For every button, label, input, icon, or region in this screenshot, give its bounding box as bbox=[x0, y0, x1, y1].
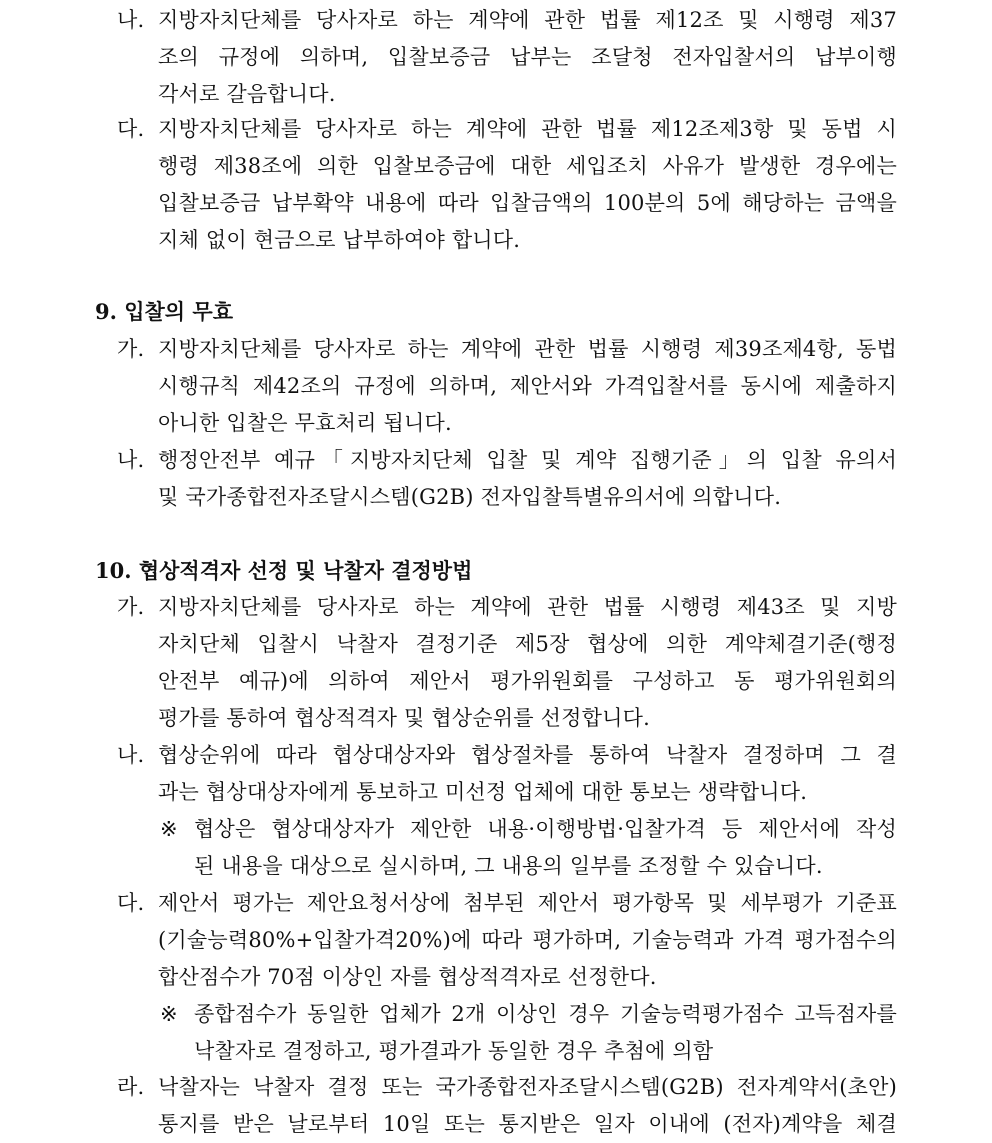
item-marker: 가. bbox=[117, 595, 145, 619]
item-marker: 나. bbox=[117, 448, 145, 472]
text-line: 각서로 갈음합니다. bbox=[158, 82, 336, 106]
text-line: 종합점수가 동일한 업체가 2개 이상인 경우 기술능력평가점수 고득점자를 bbox=[194, 1002, 897, 1026]
text-line: 자치단체 입찰시 낙찰자 결정기준 제5장 협상에 의한 계약체결기준(행정 bbox=[158, 632, 897, 656]
text-line: 행령 제38조에 의한 입찰보증금에 대한 세입조치 사유가 발생한 경우에는 bbox=[158, 154, 897, 178]
text-line: 낙찰자로 결정하고, 평가결과가 동일한 경우 추첨에 의함 bbox=[194, 1039, 714, 1063]
text-line: 지방자치단체를 당사자로 하는 계약에 관한 법률 시행령 제43조 및 지방 bbox=[158, 595, 897, 619]
sec8-item-da bbox=[117, 111, 897, 259]
sec8-item-na bbox=[117, 2, 897, 113]
text-line: 지방자치단체를 당사자로 하는 계약에 관한 법률 시행령 제39조제4항, 동법 bbox=[158, 337, 897, 361]
text-line: 합산점수가 70점 이상인 자를 협상적격자로 선정한다. bbox=[158, 965, 657, 989]
sec10-item-na bbox=[117, 737, 897, 811]
text-line: 시행규칙 제42조의 규정에 의하며, 제안서와 가격입찰서를 동시에 제출하지 bbox=[158, 374, 897, 398]
sec10-na-note bbox=[160, 811, 897, 885]
item-marker: 다. bbox=[117, 891, 145, 915]
text-line: 낙찰자는 낙찰자 결정 또는 국가종합전자조달시스템(G2B) 전자계약서(초안) bbox=[158, 1075, 897, 1099]
text-line: 된 내용을 대상으로 실시하며, 그 내용의 일부를 조정할 수 있습니다. bbox=[194, 854, 823, 878]
sec10-item-da bbox=[117, 885, 897, 996]
text-line: 협상은 협상대상자가 제안한 내용·이행방법·입찰가격 등 제안서에 작성 bbox=[194, 817, 897, 841]
item-marker: 다. bbox=[117, 117, 145, 141]
item-marker: 나. bbox=[117, 8, 145, 32]
item-marker: 가. bbox=[117, 337, 145, 361]
item-marker: 나. bbox=[117, 743, 145, 767]
text-line: 및 국가종합전자조달시스템(G2B) 전자입찰특별유의서에 의합니다. bbox=[158, 485, 782, 509]
text-line: 지체 없이 현금으로 납부하여야 합니다. bbox=[158, 228, 521, 252]
text-line: 과는 협상대상자에게 통보하고 미선정 업체에 대한 통보는 생략합니다. bbox=[158, 780, 808, 804]
text-line: 아니한 입찰은 무효처리 됩니다. bbox=[158, 411, 452, 435]
text-line: 지방자치단체를 당사자로 하는 계약에 관한 법률 제12조제3항 및 동법 시 bbox=[158, 117, 897, 141]
text-line: 통지를 받은 날로부터 10일 또는 통지받은 일자 이내에 (전자)계약을 체결 bbox=[158, 1112, 898, 1136]
text-line: 입찰보증금 납부확약 내용에 따라 입찰금액의 100분의 5에 해당하는 금액을 bbox=[158, 191, 897, 215]
text-line: 평가를 통하여 협상적격자 및 협상순위를 선정합니다. bbox=[158, 706, 650, 730]
note-marker: ※ bbox=[160, 1002, 178, 1026]
text-line: 조의 규정에 의하며, 입찰보증금 납부는 조달청 전자입찰서의 납부이행 bbox=[158, 45, 897, 69]
section-heading-10: 10. 협상적격자 선정 및 낙찰자 결정방법 bbox=[95, 558, 473, 583]
note-marker: ※ bbox=[160, 817, 178, 841]
text-line: 행정안전부 예규「지방자치단체 입찰 및 계약 집행기준」의 입찰 유의서 bbox=[158, 448, 897, 472]
sec10-item-ra bbox=[117, 1069, 897, 1143]
sec10-item-ga bbox=[117, 589, 897, 737]
text-line: 지방자치단체를 당사자로 하는 계약에 관한 법률 제12조 및 시행령 제37 bbox=[158, 8, 897, 32]
section-heading-9: 9. 입찰의 무효 bbox=[95, 299, 233, 324]
text-line: 안전부 예규)에 의하여 제안서 평가위원회를 구성하고 동 평가위원회의 bbox=[158, 669, 897, 693]
sec9-item-ga bbox=[117, 331, 897, 442]
text-line: 협상순위에 따라 협상대상자와 협상절차를 통하여 낙찰자 결정하며 그 결 bbox=[158, 743, 897, 767]
sec10-da-note bbox=[160, 996, 897, 1070]
item-marker: 라. bbox=[117, 1075, 145, 1099]
text-line: 제안서 평가는 제안요청서상에 첨부된 제안서 평가항목 및 세부평가 기준표 bbox=[158, 891, 897, 915]
text-line: (기술능력80%+입찰가격20%)에 따라 평가하며, 기술능력과 가격 평가점수의 bbox=[158, 928, 897, 952]
sec9-item-na bbox=[117, 442, 897, 516]
